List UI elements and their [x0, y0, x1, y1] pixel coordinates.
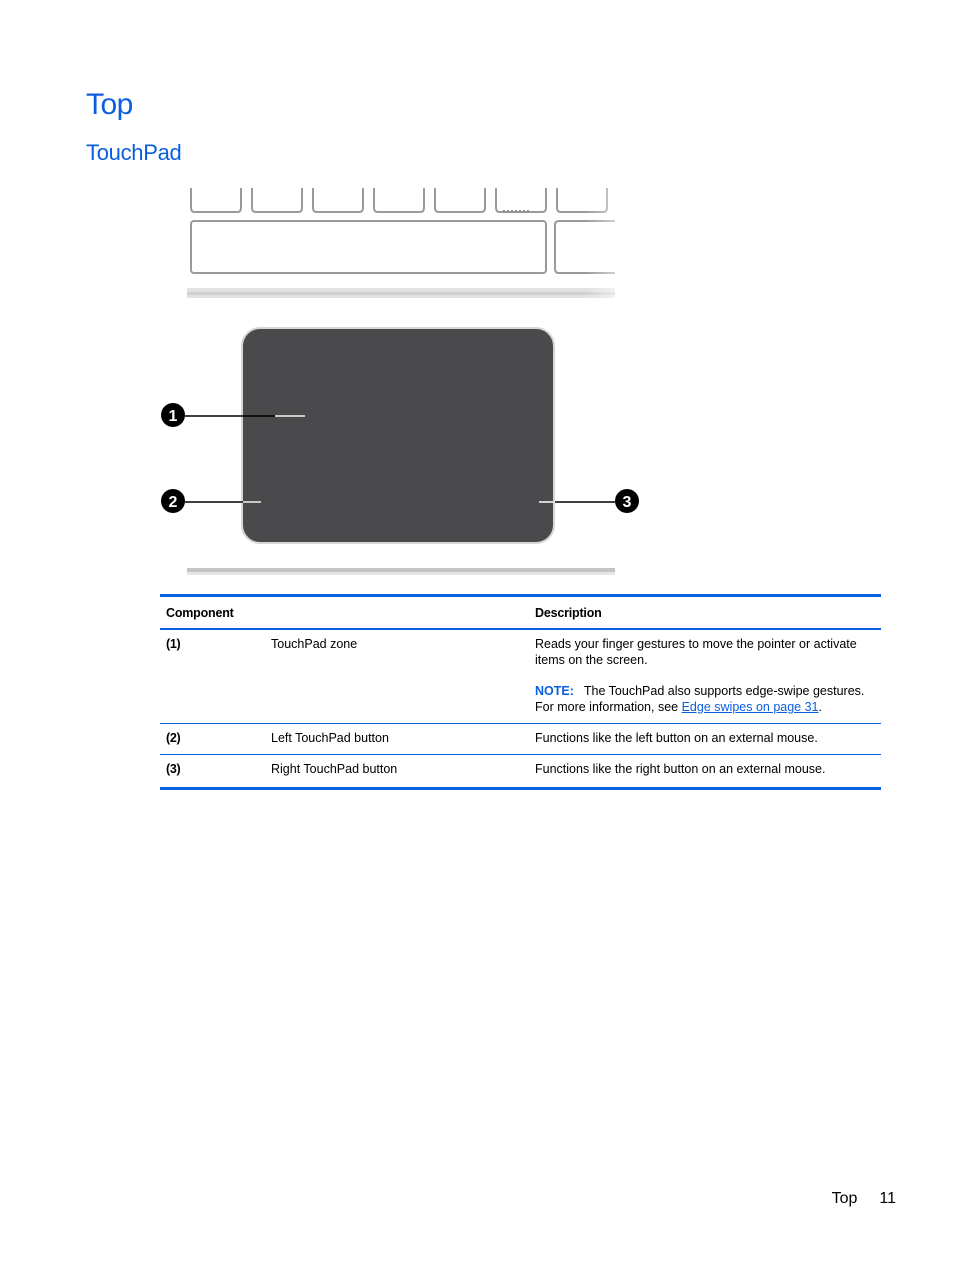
header-description: Description — [529, 596, 881, 630]
touchpad-illustration — [155, 180, 645, 585]
component-number: (3) — [160, 755, 265, 789]
footer-section: Top — [831, 1190, 858, 1207]
keyboard-keys — [191, 188, 615, 273]
component-description: Functions like the left button on an external mouse. — [529, 724, 881, 755]
header-component: Component — [160, 596, 529, 630]
component-name: Right TouchPad button — [265, 755, 529, 789]
touchpad-diagram — [155, 180, 645, 585]
description-text: Reads your finger gestures to move the pointer or activate items on the screen. — [535, 637, 857, 667]
svg-text:1: 1 — [168, 408, 178, 425]
note-text: The TouchPad also supports edge-swipe gestures. For more information, see — [535, 684, 865, 714]
page-number: 11 — [879, 1190, 896, 1207]
svg-text:3: 3 — [622, 494, 632, 511]
page-footer — [832, 1190, 896, 1208]
touchpad-zone — [242, 328, 554, 543]
component-number: (2) — [160, 724, 265, 755]
component-description — [529, 629, 881, 724]
note — [535, 683, 875, 715]
note-label: NOTE: — [535, 684, 574, 698]
component-name: Left TouchPad button — [265, 724, 529, 755]
table-row — [160, 755, 881, 789]
table-row — [160, 724, 881, 755]
edge-swipes-link[interactable]: Edge swipes on page 31 — [681, 700, 819, 714]
table-header-row — [160, 596, 881, 630]
page-title: Top — [86, 88, 133, 121]
component-description: Functions like the right button on an external mouse. — [529, 755, 881, 789]
component-table — [160, 594, 881, 790]
svg-text:2: 2 — [168, 494, 178, 511]
table-row — [160, 629, 881, 724]
component-name: TouchPad zone — [265, 629, 529, 724]
section-title: TouchPad — [86, 140, 182, 165]
component-number: (1) — [160, 629, 265, 724]
note-end: . — [818, 700, 822, 714]
